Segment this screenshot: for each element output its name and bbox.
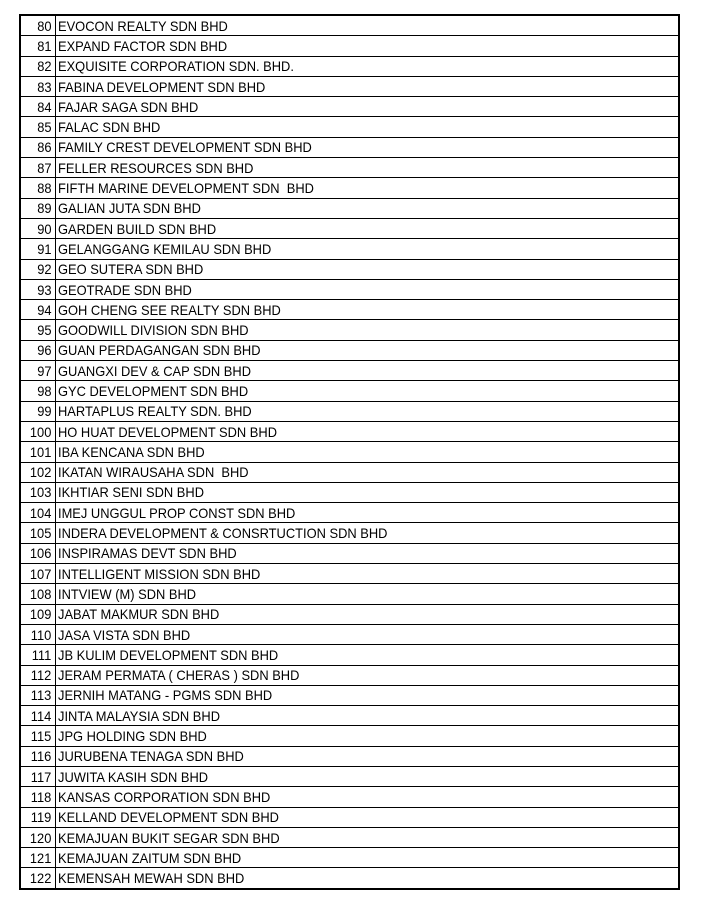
company-list-table [19,14,680,890]
company-name: JUWITA KASIH SDN BHD [57,768,208,785]
row-number-cell [20,848,55,868]
table-row [20,381,679,401]
row-number-cell [20,300,55,320]
table-row [20,320,679,340]
row-number: 97 [37,362,52,379]
row-number: 85 [37,119,52,136]
row-number-cell [20,198,55,218]
table-row [20,564,679,584]
row-number-cell [20,97,55,117]
company-name: KEMAJUAN ZAITUM SDN BHD [57,849,241,866]
row-number: 107 [30,565,52,582]
row-number: 108 [30,585,52,602]
company-name-cell [55,726,679,746]
table-row [20,340,679,360]
row-number: 102 [30,464,52,481]
table-row [20,746,679,766]
row-number: 113 [30,687,52,704]
row-number-cell [20,503,55,523]
company-name-cell [55,158,679,178]
table-row [20,158,679,178]
company-name-cell [55,137,679,157]
row-number: 99 [37,403,52,420]
row-number: 90 [37,220,52,237]
row-number: 80 [37,17,52,34]
company-name: GUANGXI DEV & CAP SDN BHD [57,362,251,379]
company-name: GYC DEVELOPMENT SDN BHD [57,382,248,399]
company-name-cell [55,381,679,401]
company-name-cell [55,746,679,766]
row-number: 100 [30,423,52,440]
table-row [20,482,679,502]
row-number-cell [20,36,55,56]
company-name: FALAC SDN BHD [57,119,160,136]
row-number: 110 [30,626,52,643]
row-number-cell [20,604,55,624]
table-row [20,97,679,117]
company-name-cell [55,97,679,117]
row-number: 104 [30,504,52,521]
row-number-cell [20,178,55,198]
row-number-cell [20,218,55,238]
row-number-cell [20,645,55,665]
company-name: GELANGGANG KEMILAU SDN BHD [57,240,271,257]
company-name-cell [55,685,679,705]
row-number-cell [20,807,55,827]
company-name: GOODWILL DIVISION SDN BHD [57,322,249,339]
company-name: INDERA DEVELOPMENT & CONSRTUCTION SDN BHD [57,525,387,542]
company-name-cell [55,218,679,238]
table-row [20,198,679,218]
row-number: 118 [30,788,52,805]
table-row [20,726,679,746]
table-row [20,604,679,624]
row-number-cell [20,706,55,726]
row-number-cell [20,158,55,178]
row-number: 121 [30,849,52,866]
row-number-cell [20,543,55,563]
company-name: JABAT MAKMUR SDN BHD [57,606,219,623]
company-name-cell [55,421,679,441]
table-row [20,868,679,889]
row-number: 87 [37,159,52,176]
company-name-cell [55,361,679,381]
company-name: GARDEN BUILD SDN BHD [57,220,216,237]
row-number: 83 [37,78,52,95]
company-name: IKHTIAR SENI SDN BHD [57,484,204,501]
company-name: KANSAS CORPORATION SDN BHD [57,788,270,805]
row-number-cell [20,787,55,807]
row-number: 81 [37,37,52,54]
table-row [20,421,679,441]
company-name-cell [55,340,679,360]
row-number-cell [20,868,55,889]
company-name-cell [55,442,679,462]
row-number-cell [20,482,55,502]
company-name-cell [55,279,679,299]
row-number-cell [20,462,55,482]
table-row [20,76,679,96]
row-number-cell [20,15,55,36]
row-number: 84 [37,98,52,115]
row-number-cell [20,137,55,157]
row-number: 115 [30,728,52,745]
row-number: 101 [30,443,52,460]
row-number: 117 [30,768,52,785]
company-name: IMEJ UNGGUL PROP CONST SDN BHD [57,504,295,521]
table-row [20,685,679,705]
company-name: JERAM PERMATA ( CHERAS ) SDN BHD [57,667,299,684]
company-name: JINTA MALAYSIA SDN BHD [57,707,220,724]
company-name-cell [55,807,679,827]
row-number-cell [20,584,55,604]
company-name-cell [55,868,679,889]
table-row [20,766,679,786]
company-name-cell [55,15,679,36]
company-name: INTELLIGENT MISSION SDN BHD [57,565,260,582]
company-name-cell [55,178,679,198]
table-row [20,137,679,157]
company-name: GUAN PERDAGANGAN SDN BHD [57,342,261,359]
table-row [20,523,679,543]
row-number: 93 [37,281,52,298]
company-name-cell [55,827,679,847]
company-name: GEOTRADE SDN BHD [57,281,192,298]
row-number-cell [20,685,55,705]
company-name: GALIAN JUTA SDN BHD [57,200,201,217]
table-row [20,848,679,868]
company-name: FABINA DEVELOPMENT SDN BHD [57,78,265,95]
table-row [20,300,679,320]
row-number-cell [20,361,55,381]
company-name-cell [55,300,679,320]
company-name: JASA VISTA SDN BHD [57,626,190,643]
company-name-cell [55,198,679,218]
table-row [20,36,679,56]
row-number: 89 [37,200,52,217]
row-number-cell [20,665,55,685]
row-number-cell [20,320,55,340]
table-row [20,787,679,807]
company-name-cell [55,645,679,665]
table-row [20,218,679,238]
row-number: 116 [30,748,52,765]
company-name-cell [55,401,679,421]
table-row [20,401,679,421]
company-name: JB KULIM DEVELOPMENT SDN BHD [57,646,278,663]
company-name-cell [55,848,679,868]
row-number-cell [20,56,55,76]
table-row [20,442,679,462]
row-number: 96 [37,342,52,359]
row-number: 109 [30,606,52,623]
table-row [20,706,679,726]
row-number-cell [20,746,55,766]
company-name: HO HUAT DEVELOPMENT SDN BHD [57,423,277,440]
table-row [20,117,679,137]
company-name: IBA KENCANA SDN BHD [57,443,205,460]
company-name-cell [55,482,679,502]
company-name-cell [55,259,679,279]
row-number: 92 [37,261,52,278]
table-row [20,259,679,279]
table-row [20,15,679,36]
company-name-cell [55,706,679,726]
company-name: GOH CHENG SEE REALTY SDN BHD [57,301,281,318]
company-name: FAMILY CREST DEVELOPMENT SDN BHD [57,139,312,156]
company-name: FAJAR SAGA SDN BHD [57,98,198,115]
row-number: 95 [37,322,52,339]
row-number: 94 [37,301,52,318]
company-name-cell [55,503,679,523]
row-number-cell [20,401,55,421]
row-number-cell [20,340,55,360]
row-number: 111 [31,646,52,663]
row-number-cell [20,117,55,137]
table-row [20,178,679,198]
company-name: KEMAJUAN BUKIT SEGAR SDN BHD [57,829,280,846]
table-row [20,645,679,665]
table-row [20,827,679,847]
company-name: HARTAPLUS REALTY SDN. BHD [57,403,252,420]
row-number-cell [20,624,55,644]
table-row [20,665,679,685]
row-number: 120 [30,829,52,846]
table-row [20,56,679,76]
company-name: FELLER RESOURCES SDN BHD [57,159,253,176]
row-number-cell [20,76,55,96]
row-number-cell [20,564,55,584]
company-name-cell [55,604,679,624]
company-name: JERNIH MATANG - PGMS SDN BHD [57,687,272,704]
row-number-cell [20,421,55,441]
table-row [20,279,679,299]
company-name-cell [55,766,679,786]
row-number-cell [20,442,55,462]
row-number-cell [20,523,55,543]
row-number-cell [20,239,55,259]
company-name-cell [55,320,679,340]
company-name: JURUBENA TENAGA SDN BHD [57,748,244,765]
company-name-cell [55,787,679,807]
table-row [20,807,679,827]
company-name: KELLAND DEVELOPMENT SDN BHD [57,809,279,826]
row-number: 103 [30,484,52,501]
company-name: EXQUISITE CORPORATION SDN. BHD. [57,58,294,75]
company-name: INSPIRAMAS DEVT SDN BHD [57,545,237,562]
table-row [20,503,679,523]
row-number: 98 [37,382,52,399]
row-number: 112 [30,667,52,684]
table-row [20,361,679,381]
company-name-cell [55,36,679,56]
row-number-cell [20,827,55,847]
company-name: FIFTH MARINE DEVELOPMENT SDN BHD [57,180,314,197]
row-number: 106 [30,545,52,562]
company-name: KEMENSAH MEWAH SDN BHD [57,870,244,887]
company-name-cell [55,523,679,543]
company-name-cell [55,76,679,96]
company-name-cell [55,117,679,137]
company-name-cell [55,543,679,563]
table-row [20,239,679,259]
row-number: 122 [30,870,52,887]
table-row [20,584,679,604]
row-number-cell [20,259,55,279]
row-number: 119 [30,809,52,826]
row-number: 105 [30,525,52,542]
company-name-cell [55,584,679,604]
table-row [20,543,679,563]
company-name-cell [55,239,679,259]
row-number: 91 [37,240,52,257]
company-name: GEO SUTERA SDN BHD [57,261,203,278]
table-row [20,462,679,482]
company-name-cell [55,56,679,76]
company-name: EXPAND FACTOR SDN BHD [57,37,227,54]
row-number: 114 [30,707,52,724]
row-number-cell [20,726,55,746]
row-number-cell [20,279,55,299]
company-list-body [20,15,679,889]
company-name: IKATAN WIRAUSAHA SDN BHD [57,464,249,481]
row-number: 88 [37,180,52,197]
company-name-cell [55,665,679,685]
row-number: 82 [37,58,52,75]
row-number: 86 [37,139,52,156]
row-number-cell [20,381,55,401]
table-row [20,624,679,644]
company-name: JPG HOLDING SDN BHD [57,728,207,745]
company-name: EVOCON REALTY SDN BHD [57,17,228,34]
company-name-cell [55,564,679,584]
company-name-cell [55,624,679,644]
row-number-cell [20,766,55,786]
company-name-cell [55,462,679,482]
company-name: INTVIEW (M) SDN BHD [57,585,196,602]
